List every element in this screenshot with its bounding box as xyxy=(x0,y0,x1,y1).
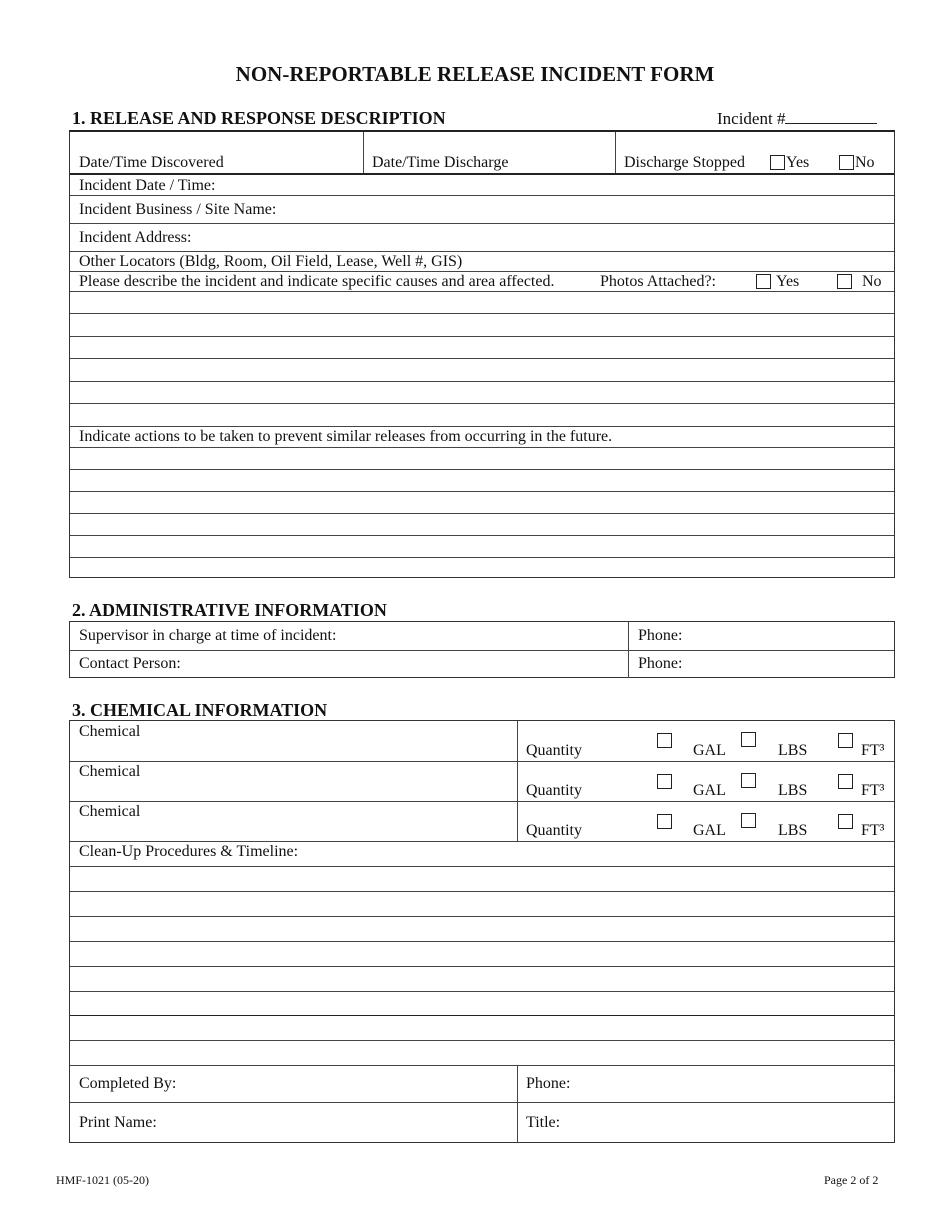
photos-attached-label: Photos Attached?: xyxy=(600,273,716,290)
chemical-field-2[interactable]: Chemical xyxy=(79,763,141,780)
date-discovered-field[interactable]: Date/Time Discovered xyxy=(79,154,224,171)
quantity-field-2[interactable]: Quantity xyxy=(526,782,582,799)
address-field[interactable]: Incident Address: xyxy=(79,229,192,246)
section2-table xyxy=(69,621,895,678)
actions-label: Indicate actions to be taken to prevent similar releases from occurring in the future. xyxy=(79,428,613,445)
gal-checkbox-3[interactable] xyxy=(657,814,672,829)
section3-heading: 3. CHEMICAL INFORMATION xyxy=(72,700,328,720)
description-line[interactable] xyxy=(70,403,894,404)
actions-line[interactable] xyxy=(70,469,894,470)
gal-label-2: GAL xyxy=(693,782,726,799)
lbs-label-2: LBS xyxy=(778,782,808,799)
quantity-field-3[interactable]: Quantity xyxy=(526,822,582,839)
section2-heading: 2. ADMINISTRATIVE INFORMATION xyxy=(72,600,387,620)
quantity-field-1[interactable]: Quantity xyxy=(526,742,582,759)
page-number: Page 2 of 2 xyxy=(824,1173,879,1187)
photos-no-checkbox[interactable] xyxy=(837,274,852,289)
ft3-label-1: FT³ xyxy=(861,742,885,759)
photos-yes-checkbox[interactable] xyxy=(756,274,771,289)
cleanup-line[interactable] xyxy=(70,891,894,892)
actions-line[interactable] xyxy=(70,491,894,492)
supervisor-field[interactable]: Supervisor in charge at time of incident: xyxy=(79,627,337,644)
discharge-stopped-label: Discharge Stopped xyxy=(624,154,746,171)
business-name-field[interactable]: Incident Business / Site Name: xyxy=(79,201,277,218)
description-line[interactable] xyxy=(70,313,894,314)
contact-person-field[interactable]: Contact Person: xyxy=(79,655,181,672)
incident-date-field[interactable]: Incident Date / Time: xyxy=(79,177,216,194)
gal-checkbox-2[interactable] xyxy=(657,774,672,789)
cleanup-line[interactable] xyxy=(70,941,894,942)
form-title: NON-REPORTABLE RELEASE INCIDENT FORM xyxy=(235,62,715,86)
gal-label-3: GAL xyxy=(693,822,726,839)
cleanup-line[interactable] xyxy=(70,991,894,992)
ft3-checkbox-3[interactable] xyxy=(838,814,853,829)
photos-no-label: No xyxy=(862,273,882,290)
cleanup-line[interactable] xyxy=(70,1015,894,1016)
discharge-no-label: No xyxy=(855,154,875,171)
print-name-field[interactable]: Print Name: xyxy=(79,1114,157,1131)
chemical-field-1[interactable]: Chemical xyxy=(79,723,141,740)
supervisor-phone-field[interactable]: Phone: xyxy=(638,627,683,644)
section1-table xyxy=(69,130,895,578)
description-line[interactable] xyxy=(70,336,894,337)
ft3-label-2: FT³ xyxy=(861,782,885,799)
description-line[interactable] xyxy=(70,381,894,382)
incident-number-field[interactable] xyxy=(785,109,877,124)
other-locators-field[interactable]: Other Locators (Bldg, Room, Oil Field, Lease, Well #, GIS) xyxy=(79,253,463,270)
photos-yes-label: Yes xyxy=(776,273,800,290)
discharge-stopped-yes-checkbox[interactable] xyxy=(770,155,785,170)
description-line[interactable] xyxy=(70,426,894,427)
chemical-field-3[interactable]: Chemical xyxy=(79,803,141,820)
discharge-yes-label: Yes xyxy=(786,154,810,171)
title-field[interactable]: Title: xyxy=(526,1114,561,1131)
completed-by-field[interactable]: Completed By: xyxy=(79,1075,177,1092)
section1-heading: 1. RELEASE AND RESPONSE DESCRIPTION xyxy=(72,108,446,128)
ft3-checkbox-2[interactable] xyxy=(838,774,853,789)
cleanup-label: Clean-Up Procedures & Timeline: xyxy=(79,843,299,860)
actions-line[interactable] xyxy=(70,557,894,558)
actions-line[interactable] xyxy=(70,535,894,536)
gal-checkbox-1[interactable] xyxy=(657,733,672,748)
gal-label-1: GAL xyxy=(693,742,726,759)
describe-incident-label: Please describe the incident and indicate specific causes and area affected. xyxy=(79,273,555,290)
cleanup-line[interactable] xyxy=(70,966,894,967)
form-id: HMF-1021 (05-20) xyxy=(56,1173,149,1187)
description-line[interactable] xyxy=(70,358,894,359)
discharge-stopped-no-checkbox[interactable] xyxy=(839,155,854,170)
cleanup-line[interactable] xyxy=(70,1040,894,1041)
completed-phone-field[interactable]: Phone: xyxy=(526,1075,571,1092)
cleanup-line[interactable] xyxy=(70,916,894,917)
contact-phone-field[interactable]: Phone: xyxy=(638,655,683,672)
ft3-label-3: FT³ xyxy=(861,822,885,839)
lbs-label-1: LBS xyxy=(778,742,808,759)
lbs-checkbox-1[interactable] xyxy=(741,732,756,747)
lbs-label-3: LBS xyxy=(778,822,808,839)
incident-number-label: Incident # xyxy=(717,109,877,129)
lbs-checkbox-3[interactable] xyxy=(741,813,756,828)
ft3-checkbox-1[interactable] xyxy=(838,733,853,748)
date-discharge-field[interactable]: Date/Time Discharge xyxy=(372,154,509,171)
lbs-checkbox-2[interactable] xyxy=(741,773,756,788)
section3-table xyxy=(69,720,895,1143)
actions-line[interactable] xyxy=(70,513,894,514)
